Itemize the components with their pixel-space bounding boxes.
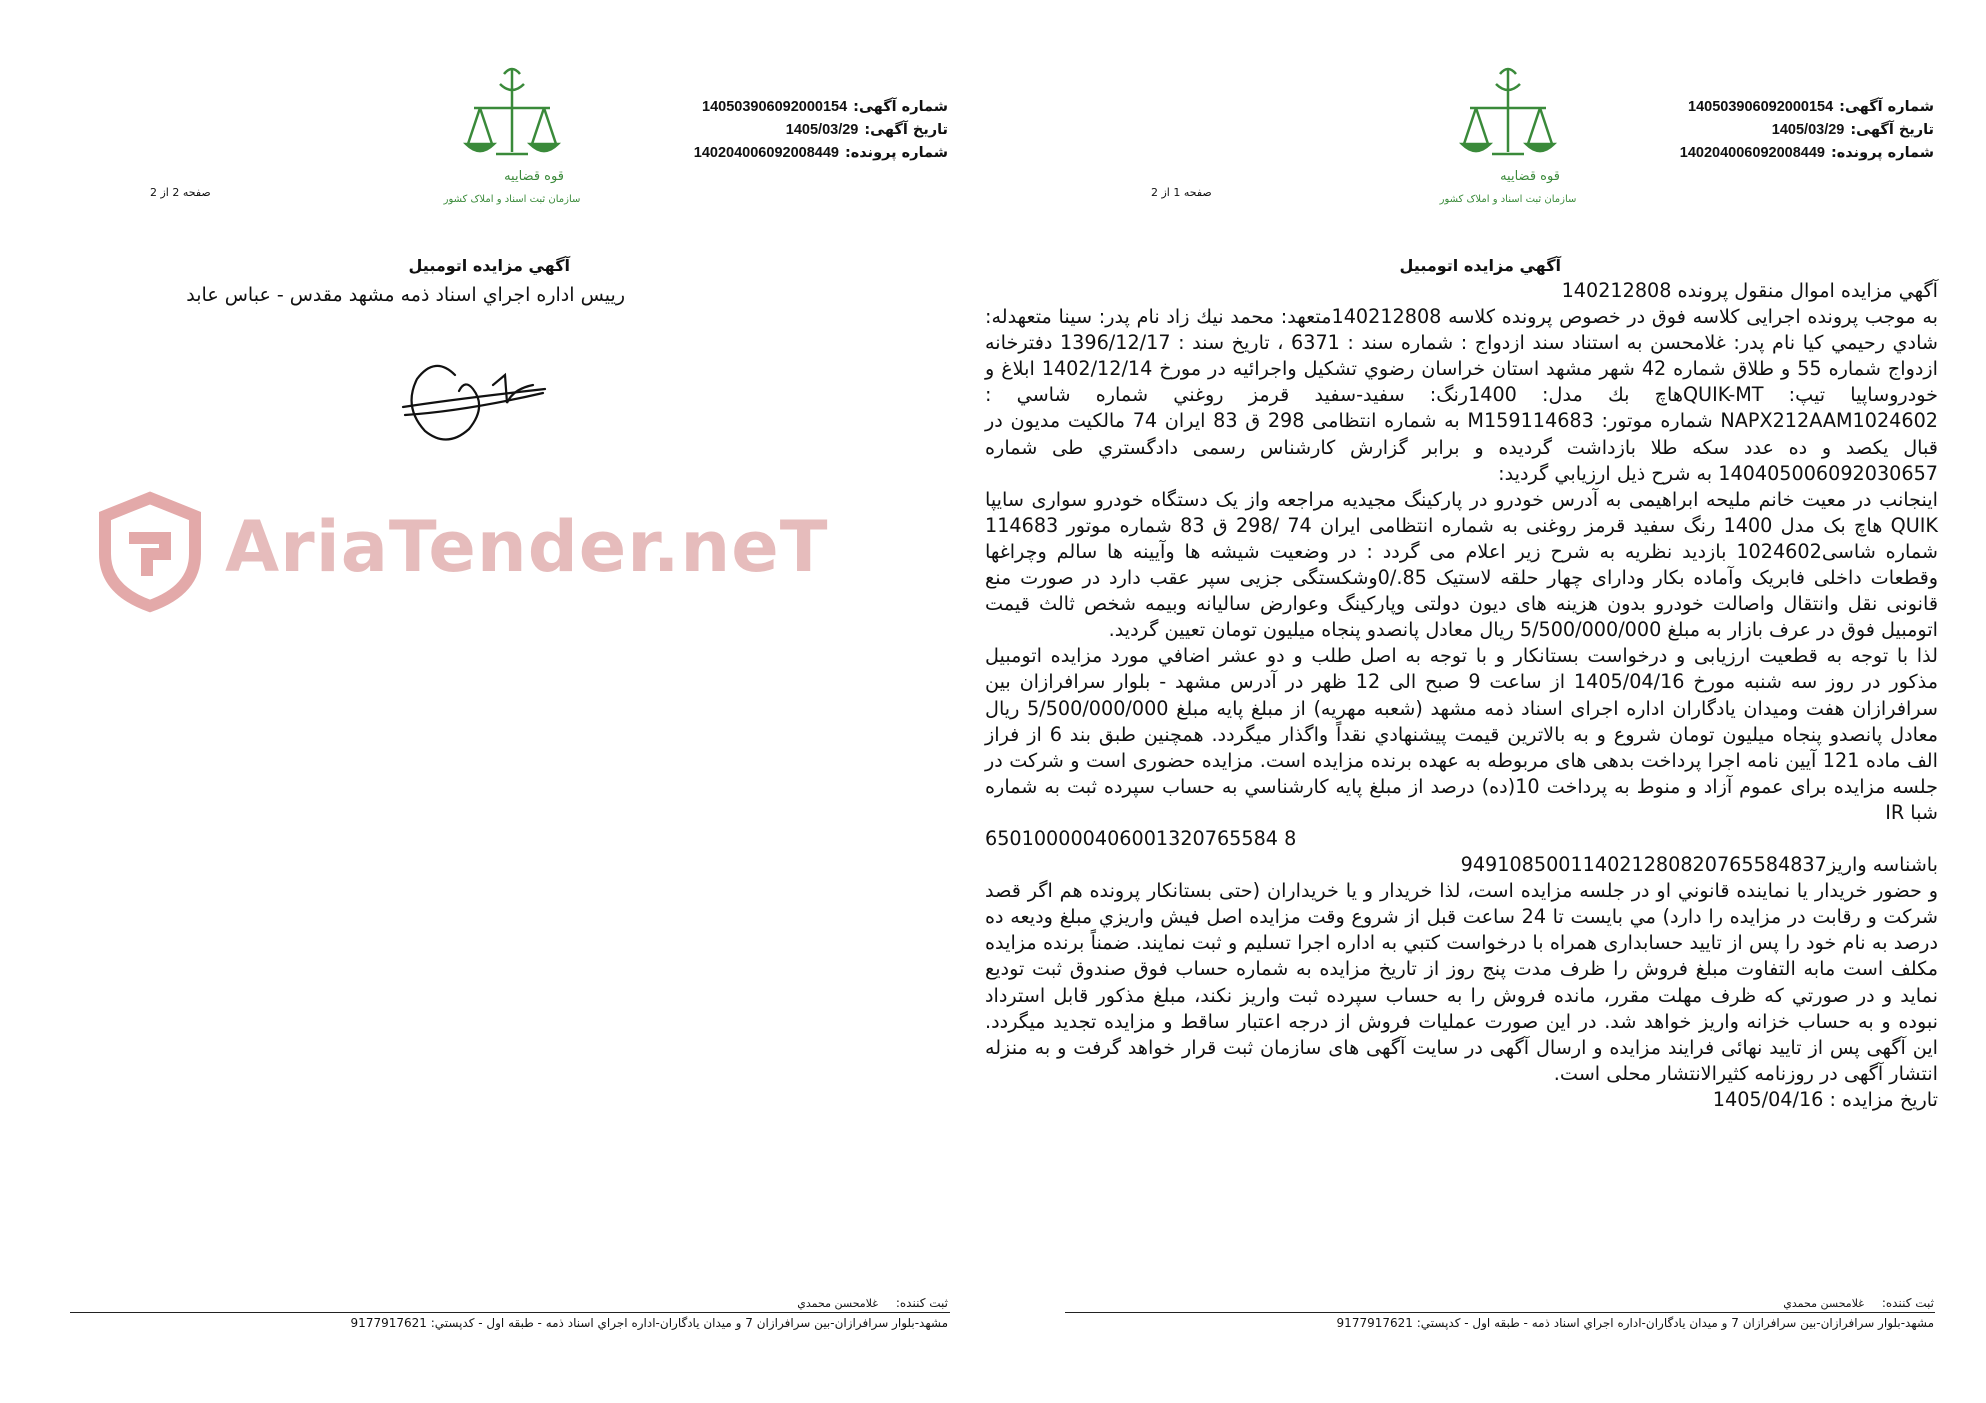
document-title: آگهي مزايده اتومبيل [408, 256, 570, 275]
emblem-text: قوه قضاییه [504, 169, 564, 184]
ad-number-label: شماره آگهی: [1839, 99, 1934, 115]
body-paragraph: به موجب پرونده اجرايی كلاسه فوق در خصوص پرونده كلاسه 140212808متعهد: محمد نيك زاد نام پدر: سينا متعهدله: شادي رحيمي كيا نام پدر: غلامحسن به استناد سند ازدواج : شماره سند : 6371 ، تاريخ سند : 1396/12/17 دفترخانه ازدواج شماره 55 و طلاق شماره 42 شهر مشهد استان خراسان رضوي تشكيل واجرائيه در مورخ 1402/12/14 ابلاغ و خودروساپيا تيپ: QUIK-MTهاچ بك مدل: 1400رنگ: سفيد-سفيد قرمز روغني شماره شاسي : NAPX212AAM1024602 شماره موتور: M159114683 به شماره انتظامی 298 ق 83 ايران 74 مالكيت مديون در قبال يكصد و ده عدد سكه طلا بازداشت گرديده و برابر گزارش كارشناس رسمی دادگستري طی شماره 140405006092030657 به شرح ذيل ارزيابي گرديد: [985, 305, 1939, 485]
ad-number: 140503906092000154 [1688, 99, 1834, 115]
case-number: 140204006092008449 [693, 145, 839, 161]
deposit-id: باشناسه واريز949108500114021280820765584837 [1460, 853, 1938, 877]
emblem-subtext: سازمان ثبت اسناد و املاک کشور [1439, 194, 1577, 205]
ad-date-label: تاریخ آگهی: [864, 122, 948, 138]
emblem-text: قوه قضاییه [1500, 169, 1560, 184]
footer-divider [1065, 1312, 1935, 1313]
registrar [797, 1296, 948, 1310]
ad-date: 1405/03/29 [1771, 122, 1845, 138]
case-number: 140204006092008449 [1679, 145, 1825, 161]
document-title: آگهي مزايده اتومبيل [1399, 256, 1561, 275]
signer-line: رييس اداره اجراي اسناد ذمه مشهد مقدس - عباس عابد [186, 284, 625, 306]
page-indicator: صفحه 1 از 2 [1151, 186, 1212, 199]
footer-divider [70, 1312, 950, 1313]
registrar-name: غلامحسن محمدي [1783, 1297, 1865, 1310]
case-number-label: شماره پرونده: [1830, 145, 1934, 161]
registrar [1783, 1296, 1934, 1310]
watermark-logo-icon [95, 492, 205, 616]
footer-address: مشهد-بلوار سرافرازان-بين سرافرازان 7 و ميدان يادگاران-اداره اجراي اسناد ذمه - طبقه اول - كدپستي: 9177917621 [1336, 1316, 1934, 1330]
body-paragraph: اينجانب در معيت خانم مليحه ابراهيمی به آدرس خودرو در پاركينگ مجيديه مراجعه واز يک دستگاه خودرو سواری سايپا QUIK هاچ بک مدل 1400 رنگ سفيد قرمز روغنی به شماره انتظامی ايران 74 /298 ق 83 شماره موتور 114683 شماره شاسی1024602 بازديد نظريه به شرح زير اعلام می گردد : در وضعيت شيشه ها وآيينه ها سالم وچراغها وقطعات داخلی فابريک وآماده بكار ودارای چهار حلقه لاستيک 85./0وشكستگی جزيی سپر عقب دارد در صورت منع قانونی نقل وانتقال واصالت خودرو بدون هزينه های ديون دولتی وپاركينگ وعوارض ساليانه وبيمه شخص ثالث قيمت اتومبيل فوق در عرف بازار به مبلغ 5/500/000/000 ريال معادل پانصدو پنجاه ميليون تومان تعيين گرديد. [985, 487, 1939, 642]
page-indicator: صفحه 2 از 2 [150, 186, 211, 199]
footer-address: مشهد-بلوار سرافرازان-بين سرافرازان 7 و ميدان يادگاران-اداره اجراي اسناد ذمه - طبقه اول - كدپستي: 9177917621 [350, 1316, 948, 1330]
ad-number-label: شماره آگهی: [853, 99, 948, 115]
header-info [1680, 96, 1934, 165]
body-paragraph: آگهي مزايده اموال منقول پرونده 140212808 [1561, 279, 1938, 302]
judiciary-emblem-icon [1439, 62, 1577, 222]
header-info [694, 96, 948, 165]
registrar-name: غلامحسن محمدي [797, 1297, 879, 1310]
auction-date: تاريخ مزايده : 1405/04/16 [1712, 1087, 1938, 1111]
handwritten-signature [395, 345, 555, 465]
ad-number: 140503906092000154 [702, 99, 848, 115]
document-body [985, 278, 1938, 1113]
registrar-label: ثبت کننده: [895, 1296, 948, 1310]
case-number-label: شماره پرونده: [844, 145, 948, 161]
body-paragraph: و حضور خريدار يا نماينده قانوني او در جلسه مزايده است، لذا خريدار و يا خريداران (حتی بستانكار پرونده هم اگر قصد شركت و رقابت در مزايده را دارد) مي بايست تا 24 ساعت قبل از شروع وقت مزايده اصل فيش واريزي مبلغ وديعه ده درصد به نام خود را پس از تاييد حسابداری همراه با درخواست كتبي به اداره اجرا تسليم و ثبت نمايند. ضمناً برنده مزايده مكلف است مابه التفاوت مبلغ فروش را ظرف مدت پنج روز از تاريخ مزايده به شماره حساب فوق صندوق ثبت توديع نمايد و در صورتي كه ظرف مهلت مقرر، مانده فروش را به حساب سپرده ثبت واريز نكند، مبلغ مذكور قابل استرداد نبوده و به حساب خزانه واريز خواهد شد. در اين صورت عمليات فروش از درجه اعتبار ساقط و مزايده تجديد ميگردد. اين آگهی پس از تاييد نهائی فرايند مزايده و ارسال آگهی در سايت آگهی های سازمان ثبت قرار خواهد گرفت و به منزله انتشار آگهی در روزنامه كثيرالانتشار محلی است. [985, 879, 1939, 1085]
watermark-text: AriaTender.neT [225, 506, 829, 588]
sheba-number: 650100000406001320765584 8 [985, 826, 1297, 850]
document-page-1 [985, 0, 1986, 1403]
ad-date-label: تاریخ آگهی: [1850, 122, 1934, 138]
ad-date: 1405/03/29 [785, 122, 859, 138]
emblem-subtext: سازمان ثبت اسناد و املاک کشور [443, 194, 581, 205]
registrar-label: ثبت کننده: [1881, 1296, 1934, 1310]
judiciary-emblem-icon [443, 62, 581, 222]
body-paragraph: لذا با توجه به قطعيت ارزيابی و درخواست بستانكار و با توجه به اصل طلب و دو عشر اضافي مورد مزايده اتومبيل مذكور در روز سه شنبه مورخ 1405/04/16 از ساعت 9 صبح الی 12 ظهر در آدرس مشهد - بلوار سرافرازان بين سرافرازان هفت وميدان يادگاران اداره اجرای اسناد ذمه مشهد (شعبه مهريه) از مبلغ پايه مبلغ 5/500/000/000 ريال معادل پانصدو پنجاه ميليون تومان شروع و به بالاترين قيمت پيشنهادي نقداً واگذار ميگردد. همچنين طبق بند 6 از فراز الف ماده 121 آيين نامه اجرا پرداخت بدهی های مربوطه به عهده برنده مزايده است. مزايده حضوری است و شركت در جلسه مزايده برای عموم آزاد و منوط به پرداخت 10(ده) درصد از مبلغ پايه كارشناسي به حساب سپرده ثبت به شماره شبا IR [985, 644, 1939, 824]
